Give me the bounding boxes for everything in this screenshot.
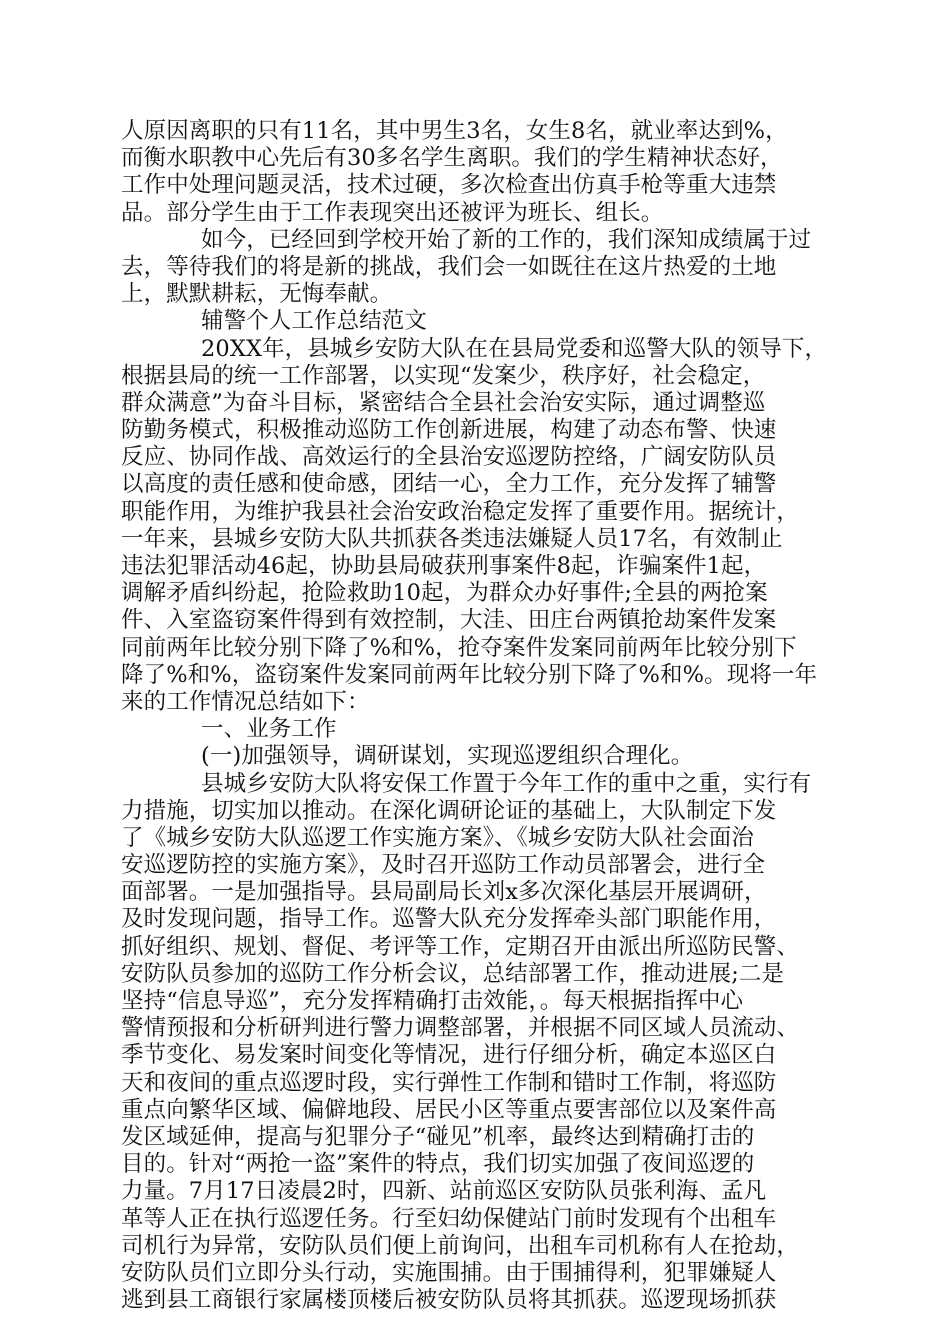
text-line: 逃到县工商银行家属楼顶楼后被安防队员将其抓获。巡逻现场抓获: [121, 1287, 777, 1314]
text-line: 反应、协同作战、高效运行的全县治安巡逻防控络，广阔安防队员: [121, 444, 777, 471]
text-line: 工作中处理问题灵活，技术过硬，多次检查出仿真手枪等重大违禁: [121, 172, 777, 199]
text-line: 司机行为异常，安防队员们便上前询问，出租车司机称有人在抢劫，: [121, 1232, 800, 1259]
text-line: 了《城乡安防大队巡逻工作实施方案》、《城乡安防大队社会面治: [121, 824, 754, 851]
text-line: 违法犯罪活动46起，协助县局破获刑事案件8起，诈骗案件1起，: [121, 553, 767, 579]
text-line: 抓好组织、规划、督促、考评等工作，定期召开由派出所巡防民警、: [121, 933, 800, 960]
text-line: 警情预报和分析研判进行警力调整部署，并根据不同区域人员流动、: [121, 1015, 800, 1042]
text-line: 职能作用，为维护我县社会治安政治稳定发挥了重要作用。据统计，: [121, 498, 800, 525]
text-line: 人原因离职的只有11名，其中男生3名，女生8名，就业率达到%，: [121, 118, 788, 144]
text-line: 20XX年，县城乡安防大队在在县局党委和巡警大队的领导下，: [201, 335, 828, 362]
text-line: 品。部分学生由于工作表现突出还被评为班长、组长。: [121, 199, 664, 226]
text-line: 同前两年比较分别下降了%和%，抢夺案件发案同前两年比较分别下: [121, 634, 797, 661]
text-line: 重点向繁华区域、偏僻地段、居民小区等重点要害部位以及案件高: [121, 1096, 777, 1123]
text-line: 防勤务模式，积极推动巡防工作创新进展，构建了动态布警、快速: [121, 417, 777, 444]
text-line: 及时发现问题，指导工作。巡警大队充分发挥牵头部门职能作用，: [121, 906, 777, 933]
text-line: 一、业务工作: [201, 716, 337, 743]
text-line: 发区域延伸，提高与犯罪分子“碰见”机率，最终达到精确打击的: [121, 1123, 755, 1150]
text-line: 安巡逻防控的实施方案》，及时召开巡防工作动员部署会，进行全: [121, 852, 766, 879]
text-line: 以高度的责任感和使命感，团结一心，全力工作，充分发挥了辅警: [121, 471, 777, 498]
text-line: 一年来，县城乡安防大队共抓获各类违法嫌疑人员17名，有效制止: [121, 525, 783, 552]
text-line: 根据县局的统一工作部署，以实现“发案少，秩序好，社会稳定，: [121, 362, 766, 389]
text-line: 革等人正在执行巡逻任务。行至妇幼保健站门前时发现有个出租车: [121, 1205, 777, 1232]
text-line: 去，等待我们的将是新的挑战，我们会一如既往在这片热爱的土地: [121, 253, 777, 280]
text-line: 群众满意”为奋斗目标，紧密结合全县社会治安实际，通过调整巡: [121, 389, 766, 416]
text-line: 件、入室盗窃案件得到有效控制，大洼、田庄台两镇抢劫案件发案: [121, 607, 777, 634]
text-line: 坚持“信息导巡”，充分发挥精确打击效能，。每天根据指挥中心: [121, 988, 744, 1014]
text-line: 如今，已经回到学校开始了新的工作的，我们深知成绩属于过: [201, 226, 812, 253]
text-line: 天和夜间的重点巡逻时段，实行弹性工作制和错时工作制，将巡防: [121, 1069, 777, 1096]
text-line: 上，默默耕耘，无悔奉献。: [121, 281, 393, 308]
document-body: [121, 118, 841, 1314]
text-line: 辅警个人工作总结范文: [201, 308, 428, 335]
text-line: 调解矛盾纠纷起，抢险救助10起，为群众办好事件;全县的两抢案: [121, 580, 768, 607]
text-line: 面部署。一是加强指导。县局副局长刘x多次深化基层开展调研，: [121, 879, 767, 906]
text-line: 来的工作情况总结如下：: [121, 688, 370, 715]
text-line: 力措施，切实加以推动。在深化调研论证的基础上，大队制定下发: [121, 797, 777, 824]
text-line: 安防队员参加的巡防工作分析会议，总结部署工作，推动进展;二是: [121, 960, 785, 987]
text-line: 目的。针对“两抢一盗”案件的特点，我们切实加强了夜间巡逻的: [121, 1151, 755, 1178]
text-line: 降了%和%，盗窃案件发案同前两年比较分别下降了%和%。现将一年: [121, 661, 818, 688]
text-line: 力量。7月17日凌晨2时，四新、站前巡区安防队员张利海、孟凡: [121, 1178, 767, 1205]
text-line: 安防队员们立即分头行动，实施围捕。由于围捕得利，犯罪嫌疑人: [121, 1259, 777, 1286]
text-line: 县城乡安防大队将安保工作置于今年工作的重中之重，实行有: [201, 770, 812, 797]
text-line: (一)加强领导，调研谋划，实现巡逻组织合理化。: [201, 743, 694, 770]
text-line: 季节变化、易发案时间变化等情况，进行仔细分析，确定本巡区白: [121, 1042, 777, 1069]
text-line: 而衡水职教中心先后有30多名学生离职。我们的学生精神状态好，: [121, 145, 783, 172]
